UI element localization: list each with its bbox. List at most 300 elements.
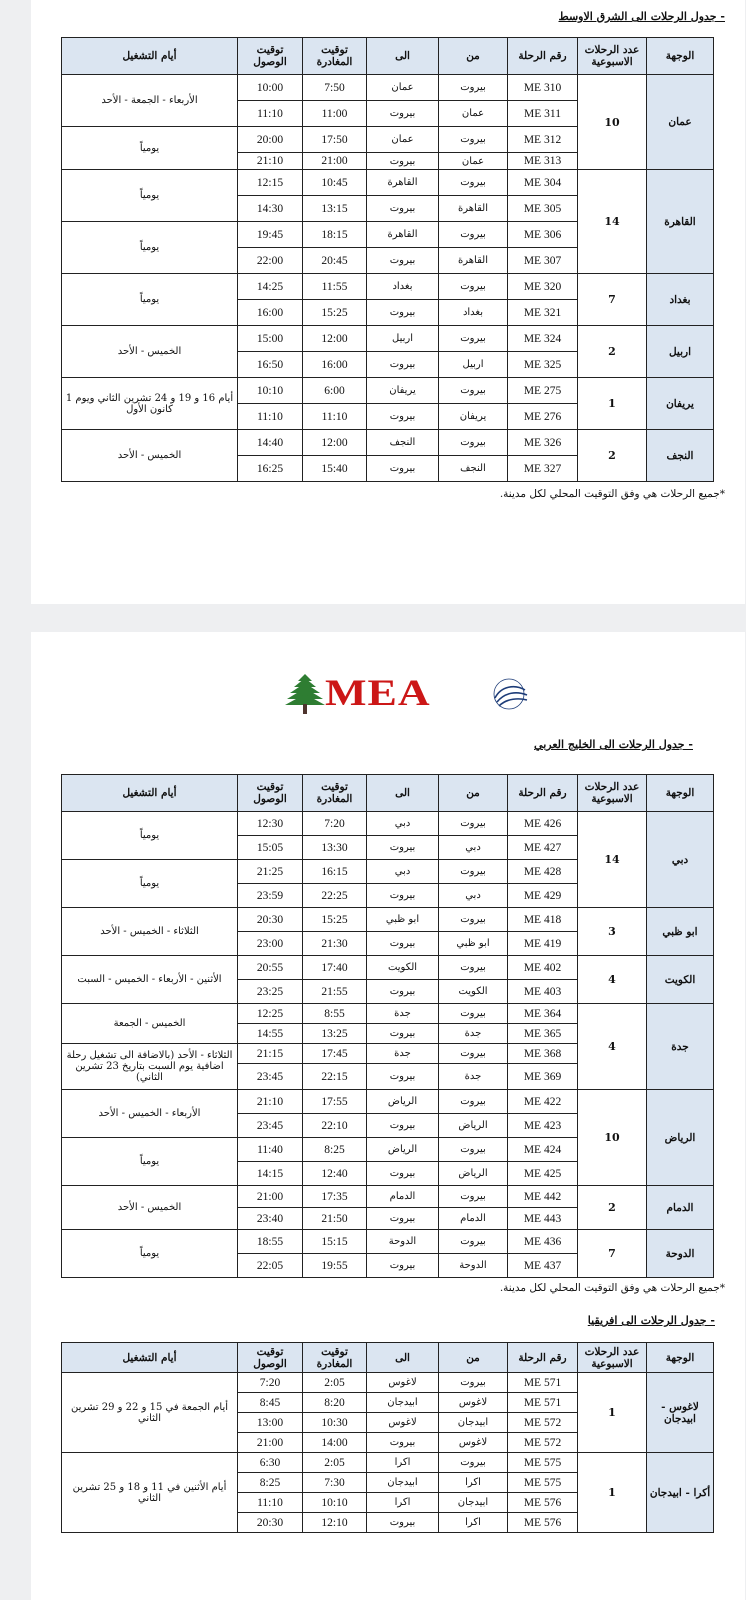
operating-days-cell: أيام الجمعة في 15 و 22 و 29 تشرين الثاني — [62, 1373, 238, 1453]
flight-number-cell: ME 402 — [508, 956, 578, 980]
departure-cell: 7:20 — [303, 812, 367, 836]
arrival-cell: 21:10 — [238, 1090, 303, 1114]
operating-days-cell: الأربعاء - الجمعة - الأحد — [62, 75, 238, 127]
arrival-cell: 12:25 — [238, 1004, 303, 1024]
departure-cell: 13:25 — [303, 1024, 367, 1044]
departure-cell: 10:10 — [303, 1493, 367, 1513]
from-cell: لاغوس — [439, 1433, 508, 1453]
table-row — [62, 1373, 714, 1393]
flight-number-cell: ME 427 — [508, 836, 578, 860]
arrival-cell: 21:00 — [238, 1433, 303, 1453]
to-cell: بيروت — [367, 1064, 439, 1090]
arrival-cell: 16:50 — [238, 352, 303, 378]
to-cell: ابيدجان — [367, 1393, 439, 1413]
weekly-count-cell: 7 — [578, 1230, 647, 1278]
arrival-cell: 20:30 — [238, 1513, 303, 1533]
flight-number-cell: ME 571 — [508, 1373, 578, 1393]
arrival-cell: 14:55 — [238, 1024, 303, 1044]
from-cell: النجف — [439, 456, 508, 482]
to-cell: بيروت — [367, 404, 439, 430]
header-to: الى — [367, 38, 439, 75]
arrival-cell: 16:00 — [238, 300, 303, 326]
arrival-cell: 12:15 — [238, 170, 303, 196]
flight-number-cell: ME 320 — [508, 274, 578, 300]
from-cell: بيروت — [439, 812, 508, 836]
timezone-note: *جميع الرحلات هي وفق التوقيت المحلي لكل مدينة. — [499, 488, 725, 500]
from-cell: جدة — [439, 1064, 508, 1090]
flight-number-cell: ME 327 — [508, 456, 578, 482]
to-cell: بيروت — [367, 456, 439, 482]
flight-number-cell: ME 419 — [508, 932, 578, 956]
flight-number-cell: ME 304 — [508, 170, 578, 196]
from-cell: الدمام — [439, 1208, 508, 1230]
flight-number-cell: ME 429 — [508, 884, 578, 908]
table-row — [62, 1090, 714, 1114]
from-cell: الرياض — [439, 1114, 508, 1138]
arrival-cell: 11:10 — [238, 404, 303, 430]
from-cell: لاغوس — [439, 1393, 508, 1413]
destination-cell: الدوحة — [647, 1230, 714, 1278]
to-cell: ابو ظبي — [367, 908, 439, 932]
arrival-cell: 8:25 — [238, 1473, 303, 1493]
table-row — [62, 1004, 714, 1024]
from-cell: بيروت — [439, 326, 508, 352]
to-cell: بيروت — [367, 1513, 439, 1533]
arrival-cell: 23:59 — [238, 884, 303, 908]
departure-cell: 16:00 — [303, 352, 367, 378]
header-departure: توقيت المغادرة — [303, 1343, 367, 1373]
weekly-count-cell: 2 — [578, 326, 647, 378]
to-cell: دبي — [367, 860, 439, 884]
to-cell: بيروت — [367, 1114, 439, 1138]
table-header-row — [62, 1343, 714, 1373]
arrival-cell: 7:20 — [238, 1373, 303, 1393]
operating-days-cell: أيام الأثنين في 11 و 18 و 25 تشرين الثاني — [62, 1453, 238, 1533]
destination-cell: دبي — [647, 812, 714, 908]
to-cell: الكويت — [367, 956, 439, 980]
destination-cell: القاهرة — [647, 170, 714, 274]
to-cell: بغداد — [367, 274, 439, 300]
from-cell: بيروت — [439, 1230, 508, 1254]
weekly-count-cell: 10 — [578, 75, 647, 170]
flight-number-cell: ME 369 — [508, 1064, 578, 1090]
flight-number-cell: ME 572 — [508, 1433, 578, 1453]
flight-number-cell: ME 324 — [508, 326, 578, 352]
from-cell: اربيل — [439, 352, 508, 378]
flight-number-cell: ME 443 — [508, 1208, 578, 1230]
to-cell: الدمام — [367, 1186, 439, 1208]
from-cell: بيروت — [439, 127, 508, 153]
departure-cell: 13:30 — [303, 836, 367, 860]
departure-cell: 20:45 — [303, 248, 367, 274]
to-cell: الرياض — [367, 1138, 439, 1162]
from-cell: عمان — [439, 153, 508, 170]
to-cell: بيروت — [367, 1208, 439, 1230]
to-cell: لاغوس — [367, 1373, 439, 1393]
operating-days-cell: يومياً — [62, 127, 238, 170]
timezone-note: *جميع الرحلات هي وفق التوقيت المحلي لكل مدينة. — [499, 1282, 725, 1294]
arrival-cell: 23:00 — [238, 932, 303, 956]
mea-logo — [285, 672, 535, 718]
operating-days-cell: الأثنين - الأربعاء - الخميس - السبت — [62, 956, 238, 1004]
table-row — [62, 812, 714, 836]
destination-cell: ابو ظبي — [647, 908, 714, 956]
weekly-count-cell: 4 — [578, 1004, 647, 1090]
to-cell: بيروت — [367, 248, 439, 274]
flight-number-cell: ME 311 — [508, 101, 578, 127]
departure-cell: 11:00 — [303, 101, 367, 127]
arrival-cell: 20:00 — [238, 127, 303, 153]
arrival-cell: 14:25 — [238, 274, 303, 300]
from-cell: عمان — [439, 101, 508, 127]
departure-cell: 15:25 — [303, 908, 367, 932]
gulf-title: - جدول الرحلات الى الخليج العربي — [534, 738, 693, 751]
departure-cell: 16:15 — [303, 860, 367, 884]
header-departure: توقيت المغادرة — [303, 775, 367, 812]
middle-east-table — [61, 37, 714, 482]
destination-cell: يريفان — [647, 378, 714, 430]
operating-days-cell: يومياً — [62, 1230, 238, 1278]
departure-cell: 8:20 — [303, 1393, 367, 1413]
arrival-cell: 11:10 — [238, 101, 303, 127]
arrival-cell: 23:40 — [238, 1208, 303, 1230]
gulf-table — [61, 774, 714, 1278]
to-cell: بيروت — [367, 980, 439, 1004]
arrival-cell: 21:10 — [238, 153, 303, 170]
departure-cell: 8:25 — [303, 1138, 367, 1162]
from-cell: دبي — [439, 836, 508, 860]
arrival-cell: 8:45 — [238, 1393, 303, 1413]
from-cell: بيروت — [439, 378, 508, 404]
arrival-cell: 14:15 — [238, 1162, 303, 1186]
document-page-1 — [31, 0, 745, 604]
weekly-count-cell: 1 — [578, 1453, 647, 1533]
departure-cell: 22:25 — [303, 884, 367, 908]
from-cell: دبي — [439, 884, 508, 908]
table-header-row — [62, 38, 714, 75]
header-weekly-count: عدد الرحلات الاسبوعية — [578, 1343, 647, 1373]
header-departure: توقيت المغادرة — [303, 38, 367, 75]
from-cell: بيروت — [439, 430, 508, 456]
flight-number-cell: ME 575 — [508, 1453, 578, 1473]
to-cell: بيروت — [367, 1433, 439, 1453]
departure-cell: 15:40 — [303, 456, 367, 482]
operating-days-cell: الخميس - الأحد — [62, 326, 238, 378]
from-cell: بيروت — [439, 1044, 508, 1064]
operating-days-cell: الخميس - الأحد — [62, 1186, 238, 1230]
to-cell: الدوحة — [367, 1230, 439, 1254]
departure-cell: 2:05 — [303, 1453, 367, 1473]
departure-cell: 11:10 — [303, 404, 367, 430]
operating-days-cell: يومياً — [62, 170, 238, 222]
table-header-row — [62, 775, 714, 812]
flight-number-cell: ME 437 — [508, 1254, 578, 1278]
arrival-cell: 15:05 — [238, 836, 303, 860]
flight-number-cell: ME 436 — [508, 1230, 578, 1254]
document-page-2 — [31, 632, 745, 1600]
to-cell: بيروت — [367, 352, 439, 378]
africa-table — [61, 1342, 714, 1533]
flight-number-cell: ME 425 — [508, 1162, 578, 1186]
from-cell: بيروت — [439, 75, 508, 101]
header-operating-days: أيام التشغيل — [62, 1343, 238, 1373]
to-cell: اكرا — [367, 1493, 439, 1513]
arrival-cell: 11:10 — [238, 1493, 303, 1513]
arrival-cell: 22:05 — [238, 1254, 303, 1278]
from-cell: بيروت — [439, 274, 508, 300]
to-cell: بيروت — [367, 932, 439, 956]
header-flight-number: رقم الرحلة — [508, 38, 578, 75]
arrival-cell: 23:25 — [238, 980, 303, 1004]
destination-cell: بغداد — [647, 274, 714, 326]
operating-days-cell: يومياً — [62, 274, 238, 326]
destination-cell: اربيل — [647, 326, 714, 378]
table-row — [62, 956, 714, 980]
to-cell: عمان — [367, 75, 439, 101]
from-cell: بيروت — [439, 956, 508, 980]
weekly-count-cell: 7 — [578, 274, 647, 326]
from-cell: الكويت — [439, 980, 508, 1004]
to-cell: بيروت — [367, 153, 439, 170]
from-cell: بيروت — [439, 1004, 508, 1024]
arrival-cell: 21:00 — [238, 1186, 303, 1208]
to-cell: يريفان — [367, 378, 439, 404]
departure-cell: 22:15 — [303, 1064, 367, 1090]
flight-number-cell: ME 428 — [508, 860, 578, 884]
arrival-cell: 15:00 — [238, 326, 303, 352]
table-row — [62, 430, 714, 456]
to-cell: جدة — [367, 1044, 439, 1064]
arrival-cell: 14:40 — [238, 430, 303, 456]
departure-cell: 17:40 — [303, 956, 367, 980]
flight-number-cell: ME 426 — [508, 812, 578, 836]
to-cell: بيروت — [367, 1162, 439, 1186]
logo-text: MEA — [325, 671, 431, 714]
from-cell: بيروت — [439, 1138, 508, 1162]
table-row — [62, 1230, 714, 1254]
departure-cell: 12:10 — [303, 1513, 367, 1533]
departure-cell: 15:15 — [303, 1230, 367, 1254]
arrival-cell: 13:00 — [238, 1413, 303, 1433]
departure-cell: 12:40 — [303, 1162, 367, 1186]
flight-number-cell: ME 325 — [508, 352, 578, 378]
flight-number-cell: ME 313 — [508, 153, 578, 170]
table-row — [62, 274, 714, 300]
operating-days-cell: يومياً — [62, 1138, 238, 1186]
departure-cell: 2:05 — [303, 1373, 367, 1393]
departure-cell: 8:55 — [303, 1004, 367, 1024]
table-row — [62, 1453, 714, 1473]
header-operating-days: أيام التشغيل — [62, 775, 238, 812]
flight-number-cell: ME 306 — [508, 222, 578, 248]
departure-cell: 15:25 — [303, 300, 367, 326]
table-row — [62, 1186, 714, 1208]
arrival-cell: 12:30 — [238, 812, 303, 836]
flight-number-cell: ME 572 — [508, 1413, 578, 1433]
destination-cell: الرياض — [647, 1090, 714, 1186]
to-cell: بيروت — [367, 836, 439, 860]
departure-cell: 22:10 — [303, 1114, 367, 1138]
weekly-count-cell: 14 — [578, 812, 647, 908]
weekly-count-cell: 10 — [578, 1090, 647, 1186]
operating-days-cell: يومياً — [62, 812, 238, 860]
header-weekly-count: عدد الرحلات الاسبوعية — [578, 38, 647, 75]
from-cell: القاهرة — [439, 196, 508, 222]
header-flight-number: رقم الرحلة — [508, 775, 578, 812]
weekly-count-cell: 3 — [578, 908, 647, 956]
arrival-cell: 20:55 — [238, 956, 303, 980]
destination-cell: أكرا - ابيدجان — [647, 1453, 714, 1533]
departure-cell: 21:30 — [303, 932, 367, 956]
arrival-cell: 11:40 — [238, 1138, 303, 1162]
operating-days-cell: يومياً — [62, 222, 238, 274]
flight-number-cell: ME 310 — [508, 75, 578, 101]
flight-number-cell: ME 276 — [508, 404, 578, 430]
weekly-count-cell: 2 — [578, 430, 647, 482]
departure-cell: 7:30 — [303, 1473, 367, 1493]
flight-number-cell: ME 305 — [508, 196, 578, 222]
flight-number-cell: ME 576 — [508, 1513, 578, 1533]
header-arrival: توقيت الوصول — [238, 1343, 303, 1373]
to-cell: ابيدجان — [367, 1473, 439, 1493]
table-row — [62, 170, 714, 196]
operating-days-cell: الأربعاء - الخميس - الأحد — [62, 1090, 238, 1138]
weekly-count-cell: 1 — [578, 1373, 647, 1453]
flight-number-cell: ME 365 — [508, 1024, 578, 1044]
header-destination: الوجهة — [647, 775, 714, 812]
departure-cell: 14:00 — [303, 1433, 367, 1453]
header-arrival: توقيت الوصول — [238, 775, 303, 812]
from-cell: بيروت — [439, 1186, 508, 1208]
destination-cell: جدة — [647, 1004, 714, 1090]
table-row — [62, 75, 714, 101]
arrival-cell: 16:25 — [238, 456, 303, 482]
flight-number-cell: ME 307 — [508, 248, 578, 274]
header-destination: الوجهة — [647, 38, 714, 75]
from-cell: بيروت — [439, 1453, 508, 1473]
flight-number-cell: ME 321 — [508, 300, 578, 326]
africa-title: - جدول الرحلات الى افريقيا — [587, 1314, 715, 1327]
departure-cell: 10:45 — [303, 170, 367, 196]
departure-cell: 18:15 — [303, 222, 367, 248]
destination-cell: الدمام — [647, 1186, 714, 1230]
flight-number-cell: ME 368 — [508, 1044, 578, 1064]
weekly-count-cell: 2 — [578, 1186, 647, 1230]
middle-east-title: - جدول الرحلات الى الشرق الاوسط — [558, 10, 725, 23]
departure-cell: 17:45 — [303, 1044, 367, 1064]
operating-days-cell: الخميس - الأحد — [62, 430, 238, 482]
operating-days-cell: يومياً — [62, 860, 238, 908]
arrival-cell: 6:30 — [238, 1453, 303, 1473]
flight-number-cell: ME 424 — [508, 1138, 578, 1162]
header-from: من — [439, 775, 508, 812]
from-cell: بيروت — [439, 860, 508, 884]
departure-cell: 17:55 — [303, 1090, 367, 1114]
arrival-cell: 23:45 — [238, 1114, 303, 1138]
to-cell: عمان — [367, 127, 439, 153]
departure-cell: 17:50 — [303, 127, 367, 153]
departure-cell: 11:55 — [303, 274, 367, 300]
header-arrival: توقيت الوصول — [238, 38, 303, 75]
header-flight-number: رقم الرحلة — [508, 1343, 578, 1373]
destination-cell: عمان — [647, 75, 714, 170]
flight-number-cell: ME 442 — [508, 1186, 578, 1208]
arrival-cell: 21:15 — [238, 1044, 303, 1064]
to-cell: القاهرة — [367, 170, 439, 196]
from-cell: بغداد — [439, 300, 508, 326]
from-cell: ابيدجان — [439, 1493, 508, 1513]
from-cell: اكرا — [439, 1473, 508, 1493]
destination-cell: الكويت — [647, 956, 714, 1004]
flight-number-cell: ME 575 — [508, 1473, 578, 1493]
to-cell: لاغوس — [367, 1413, 439, 1433]
to-cell: بيروت — [367, 1254, 439, 1278]
departure-cell: 7:50 — [303, 75, 367, 101]
to-cell: بيروت — [367, 1024, 439, 1044]
arrival-cell: 14:30 — [238, 196, 303, 222]
flight-number-cell: ME 403 — [508, 980, 578, 1004]
arrival-cell: 18:55 — [238, 1230, 303, 1254]
flight-number-cell: ME 422 — [508, 1090, 578, 1114]
operating-days-cell: الثلاثاء - الأحد (بالاضافة الى تشغيل رحلة اضافية يوم السبت بتاريخ 23 تشرين الثاني) — [62, 1044, 238, 1090]
flight-number-cell: ME 571 — [508, 1393, 578, 1413]
to-cell: بيروت — [367, 196, 439, 222]
to-cell: بيروت — [367, 101, 439, 127]
header-destination: الوجهة — [647, 1343, 714, 1373]
flight-number-cell: ME 576 — [508, 1493, 578, 1513]
to-cell: اكرا — [367, 1453, 439, 1473]
header-to: الى — [367, 1343, 439, 1373]
from-cell: جدة — [439, 1024, 508, 1044]
from-cell: بيروت — [439, 1090, 508, 1114]
table-row — [62, 326, 714, 352]
table-row — [62, 908, 714, 932]
header-to: الى — [367, 775, 439, 812]
to-cell: اربيل — [367, 326, 439, 352]
flight-number-cell: ME 275 — [508, 378, 578, 404]
from-cell: بيروت — [439, 1373, 508, 1393]
operating-days-cell: الخميس - الجمعة — [62, 1004, 238, 1044]
departure-cell: 21:50 — [303, 1208, 367, 1230]
table-row — [62, 378, 714, 404]
departure-cell: 6:00 — [303, 378, 367, 404]
arrival-cell: 23:45 — [238, 1064, 303, 1090]
departure-cell: 10:30 — [303, 1413, 367, 1433]
departure-cell: 17:35 — [303, 1186, 367, 1208]
weekly-count-cell: 1 — [578, 378, 647, 430]
departure-cell: 13:15 — [303, 196, 367, 222]
arrival-cell: 21:25 — [238, 860, 303, 884]
departure-cell: 21:00 — [303, 153, 367, 170]
from-cell: بيروت — [439, 170, 508, 196]
flight-number-cell: ME 423 — [508, 1114, 578, 1138]
flight-number-cell: ME 418 — [508, 908, 578, 932]
arrival-cell: 10:10 — [238, 378, 303, 404]
from-cell: اكرا — [439, 1513, 508, 1533]
from-cell: بيروت — [439, 222, 508, 248]
from-cell: بيروت — [439, 908, 508, 932]
operating-days-cell: أيام 16 و 19 و 24 تشرين الثاني ويوم 1 كانون الأول — [62, 378, 238, 430]
operating-days-cell: الثلاثاء - الخميس - الأحد — [62, 908, 238, 956]
to-cell: القاهرة — [367, 222, 439, 248]
header-from: من — [439, 38, 508, 75]
arrival-cell: 20:30 — [238, 908, 303, 932]
to-cell: بيروت — [367, 300, 439, 326]
from-cell: القاهرة — [439, 248, 508, 274]
skyteam-icon — [485, 672, 533, 714]
header-weekly-count: عدد الرحلات الاسبوعية — [578, 775, 647, 812]
arrival-cell: 19:45 — [238, 222, 303, 248]
